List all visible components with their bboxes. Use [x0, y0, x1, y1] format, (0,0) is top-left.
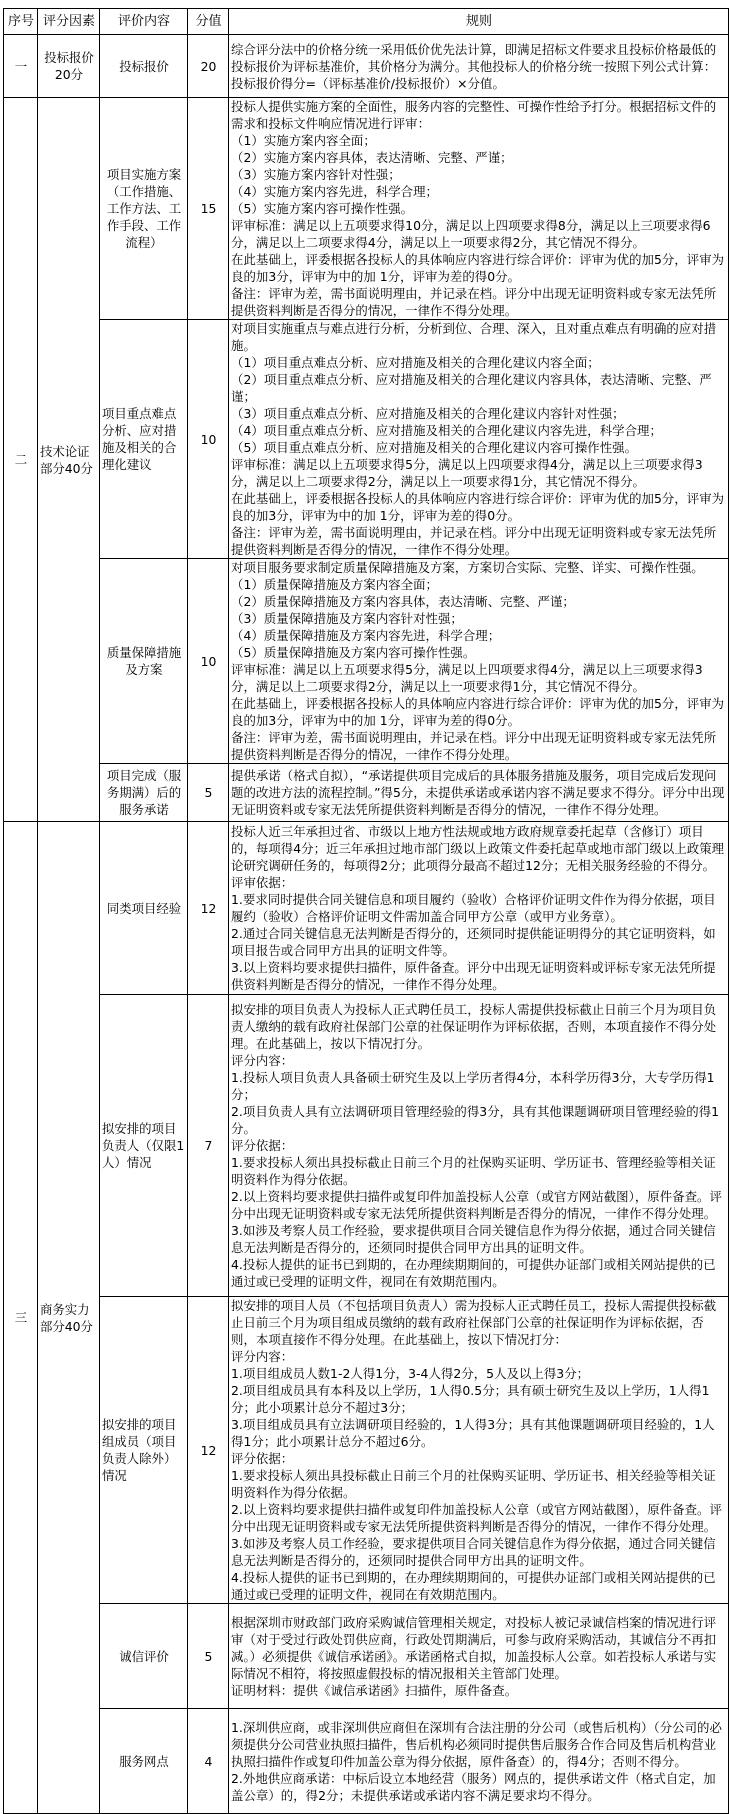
rule-line: 投标人近三年承担过省、市级以上地方性法规或地方政府规章委托起草（含修订）项目的，每项得4分；近三年承担过地市部门级以上政策文件委托起草或地市部门级以上政策理论研究调研任务的，每项得2分；此项得分最高不超过12分；无相关服务经验的不得分。 [231, 824, 725, 873]
table-row [4, 1709, 729, 1814]
rule-line: （1）实施方案内容全面； [231, 133, 376, 148]
header-rules: 规则 [229, 9, 729, 35]
item-content: 质量保障措施及方案 [100, 559, 188, 764]
rule-line: 投标报价得分=（评标基准价/投标报价）×分值。 [231, 75, 505, 91]
item-score: 7 [188, 995, 229, 1297]
rule-line: 评审标准：满足以上五项要求得5分，满足以上四项要求得4分，满足以上三项要求得3分，满足以上二项要求得2分，满足以上一项要求得1分，其它情况不得分。 [231, 457, 703, 489]
item-rules [229, 764, 729, 822]
item-content: 项目重点难点分析、应对措施及相关的合理化建议 [100, 320, 188, 559]
rule-line: 根据深圳市财政部门政府采购诚信管理相关规定，对投标人被记录诚信档案的情况进行评审（对于受过行政处罚供应商，行政处罚期满后，可参与政府采购活动，其诚信分不再扣减。）必须提供《诚信承诺函》。承诺函格式自拟，加盖投标人公章。如若投标人承诺与实际情况不相符，将按照虚假投标的情况报相关主管部门处理。 [231, 1614, 717, 1681]
rule-line: 提供承诺（格式自拟），“承诺提供项目完成后的具体服务措施及服务，项目完成后发现问题的改进方法的流程控制。”得5分，未提供承诺或承诺内容不满足要求不得分。评分中出现无证明资料或专家无法凭所提供资料判断是否得分的情况，一律作不得分处理。 [231, 768, 725, 817]
table-row [4, 764, 729, 822]
item-rules [229, 822, 729, 995]
rule-line: 投标人提供实施方案的全面性，服务内容的完整性、可操作性给予打分。根据招标文件的需求和投标文件响应情况进行评审： [231, 99, 717, 131]
rule-line: 3.以上资料均要求提供扫描件，原件备查。评分中出现无证明资料或评标专家无法凭所提供资料判断是否得分的情况，一律作不得分处理。 [231, 960, 716, 992]
table-row [4, 1604, 729, 1709]
item-content: 项目实施方案（工作措施、工作方法、工作手段、工作流程） [100, 98, 188, 320]
item-rules [229, 1604, 729, 1709]
item-score: 10 [188, 320, 229, 559]
table-row [4, 320, 729, 559]
rule-line: （2）实施方案内容具体，表达清晰、完整、严谨； [231, 150, 513, 165]
item-rules [229, 320, 729, 559]
rule-line: （3）质量保障措施及方案内容针对性强； [231, 611, 463, 626]
item-rules [229, 1297, 729, 1604]
rule-line: （5）项目重点难点分析、应对措施及相关的合理化建议内容可操作性强。 [231, 440, 638, 455]
section-factor: 技术论证部分40分 [38, 98, 100, 822]
item-content: 诚信评价 [100, 1604, 188, 1709]
rule-line: 备注：评审为差，需书面说明理由，并记录在档。评分中出现无证明资料或专家无法凭所提供资料判断是否得分的情况，一律作不得分处理。 [231, 730, 717, 762]
table-row [4, 995, 729, 1297]
header-factor: 评分因素 [38, 9, 100, 35]
rule-line: 1.深圳供应商，或非深圳供应商但在深圳有合法注册的分公司（或售后机构）（分公司的必须提供分公司营业执照扫描件，售后机构必须同时提供售后服务合作合同及售后机构营业执照扫描件作或复印件加盖公章为得分依据，原件备查）的，得4分；否则不得分。 [231, 1719, 722, 1769]
rule-line: （5）质量保障措施及方案内容可操作性强。 [231, 645, 476, 660]
rule-line: （3）项目重点难点分析、应对措施及相关的合理化建议内容针对性强； [231, 406, 625, 421]
rule-line: 2.以上资料均要求提供扫描件或复印件加盖投标人公章（或官方网站截图），原件备查。评分中出现无证明资料或专家无法凭所提供资料判断是否得分的情况，一律作不得分处理。 [231, 1189, 722, 1221]
rule-line: 评审依据： [231, 875, 294, 890]
item-content: 拟安排的项目组成员（项目负责人除外）情况 [100, 1297, 188, 1604]
table-row [4, 559, 729, 764]
rule-line: 评分内容： [231, 1053, 294, 1068]
rule-line: （2）质量保障措施及方案内容具体，表达清晰、完整、严谨； [231, 594, 575, 609]
rule-line: 证明材料：提供《诚信承诺函》扫描件，原件备查。 [231, 1682, 518, 1698]
header-row [4, 9, 729, 35]
rule-line: （4）质量保障措施及方案内容先进，科学合理； [231, 628, 501, 643]
table-row [4, 35, 729, 98]
section-no: 一 [4, 35, 38, 98]
item-content: 项目完成（服务期满）后的服务承诺 [100, 764, 188, 822]
rule-line: 在此基础上，评委根据各投标人的具体响应内容进行综合评价：评审为优的加5分，评审为良的加3分，评审为中的加 1分，评审为差的得0分。 [231, 696, 725, 728]
rule-line: 评分内容： [231, 1349, 294, 1364]
rule-line: 在此基础上，评委根据各投标人的具体响应内容进行综合评价：评审为优的加5分，评审为良的加3分，评审为中的加 1分，评审为差的得0分。 [231, 252, 725, 284]
rule-line: 2.项目负责人具有立法调研项目管理经验的得3分，具有其他课题调研项目管理经验的得1分。 [231, 1104, 720, 1136]
rule-line: 对项目服务要求制定质量保障措施及方案，方案切合实际、完整、详实、可操作性强。 [231, 560, 704, 575]
scoring-table [3, 8, 729, 1814]
rule-line: 2.外地供应商承诺：中标后设立本地经营（服务）网点的，提供承诺文件（格式自定，加盖公章）的，得2分；未提供承诺或承诺内容不满足要求均不得分。 [231, 1770, 716, 1803]
section-no: 二 [4, 98, 38, 822]
rule-line: （5）实施方案内容可操作性强。 [231, 201, 414, 216]
rule-line: 1.要求投标人须出具投标截止日前三个月的社保购买证明、学历证书、相关经验等相关证明资料作为得分依据。 [231, 1468, 716, 1500]
item-score: 10 [188, 559, 229, 764]
rule-line: 4.投标人提供的证书已到期的，在办理续期期间的，可提供办证部门或相关网站提供的已通过或已受理的证明文件，视同在有效期范围内。 [231, 1257, 716, 1289]
rule-line: 2.以上资料均要求提供扫描件或复印件加盖投标人公章（或官方网站截图），原件备查。评分中出现无证明资料或专家无法凭所提供资料判断是否得分的情况，一律作不得分处理。 [231, 1502, 722, 1534]
rule-line: 评分依据： [231, 1138, 294, 1153]
item-rules [229, 995, 729, 1297]
rule-line: 对项目实施重点与难点进行分析，分析到位、合理、深入，且对重点难点有明确的应对措施。 [231, 321, 717, 353]
table-row [4, 98, 729, 320]
rule-line: 评审标准：满足以上五项要求得5分，满足以上四项要求得4分，满足以上三项要求得3分，满足以上二项要求得2分，满足以上一项要求得1分，其它情况不得分。 [231, 662, 703, 694]
item-score: 12 [188, 822, 229, 995]
item-score: 12 [188, 1297, 229, 1604]
item-score: 20 [188, 35, 229, 98]
rule-line: 3.如涉及考察人员工作经验，要求提供项目合同关键信息作为得分依据，通过合同关键信息无法判断是否得分的，还须同时提供合同甲方出具的证明文件。 [231, 1223, 716, 1255]
rule-line: （2）项目重点难点分析、应对措施及相关的合理化建议内容具体，表达清晰、完整、严谨； [231, 372, 712, 404]
item-rules [229, 559, 729, 764]
item-content: 同类项目经验 [100, 822, 188, 995]
section-factor: 投标报价20分 [38, 35, 100, 98]
item-score: 5 [188, 764, 229, 822]
rule-line: 备注：评审为差，需书面说明理由，并记录在档。评分中出现无证明资料或专家无法凭所提供资料判断是否得分的情况，一律作不得分处理。 [231, 286, 717, 318]
item-rules [229, 35, 729, 98]
header-content: 评价内容 [100, 9, 188, 35]
rule-line: 2.通过合同关键信息无法判断是否得分的，还须同时提供能证明得分的其它证明资料，如项目报告或合同甲方出具的证明文件等。 [231, 926, 716, 958]
item-score: 15 [188, 98, 229, 320]
rule-line: 在此基础上，评委根据各投标人的具体响应内容进行综合评价：评审为优的加5分，评审为良的加3分，评审为中的加 1分，评审为差的得0分。 [231, 491, 725, 523]
table-row [4, 822, 729, 995]
rule-line: （3）实施方案内容针对性强； [231, 167, 401, 182]
item-score: 5 [188, 1604, 229, 1709]
rule-line: 2.项目组成员具有本科及以上学历，1人得0.5分；具有硕士研究生及以上学历，1人得1分；此小项累计总分不超过3分； [231, 1383, 710, 1415]
rule-line: 综合评分法中的价格分统一采用低价优先法计算，即满足招标文件要求且投标价格最低的投标报价为评标基准价，其价格分为满分。其他投标人的价格分统一按照下列公式计算： [231, 41, 717, 74]
rule-line: （1）质量保障措施及方案内容全面； [231, 577, 438, 592]
item-score: 4 [188, 1709, 229, 1814]
rule-line: 3.项目组成员具有立法调研项目经验的，1人得3分；具有其他课题调研项目经验的，1人得1分；此小项累计总分不超过6分。 [231, 1417, 715, 1449]
rule-line: 评分依据： [231, 1451, 294, 1466]
header-no: 序号 [4, 9, 38, 35]
rule-line: （1）项目重点难点分析、应对措施及相关的合理化建议内容全面； [231, 355, 600, 370]
section-factor: 商务实力部分40分 [38, 822, 100, 1814]
rule-line: 拟安排的项目人员（不包括项目负责人）需为投标人正式聘任员工，投标人需提供投标截止日前三个月为项目组成员缴纳的载有政府社保部门公章的社保证明作为评标依据，否则，本项直接作不得分处理。在此基础上，按以下情况打分： [231, 1298, 717, 1347]
rule-line: 1.要求同时提供合同关键信息和项目履约（验收）合格评价证明文件作为得分依据，项目履约（验收）合格评价证明文件需加盖合同甲方公章（或甲方业务章）。 [231, 892, 716, 924]
rule-line: 1.投标人项目负责人具备硕士研究生及以上学历者得4分，本科学历得3分，大专学历得1分； [231, 1070, 715, 1102]
item-content: 拟安排的项目负责人（仅限1人）情况 [100, 995, 188, 1297]
rule-line: 评审标准：满足以上五项要求得10分，满足以上四项要求得8分，满足以上三项要求得6分，满足以上二项要求得4分，满足以上一项要求得2分，其它情况不得分。 [231, 218, 711, 250]
item-rules [229, 1709, 729, 1814]
item-rules [229, 98, 729, 320]
table-row [4, 1297, 729, 1604]
rule-line: 1.要求投标人须出具投标截止日前三个月的社保购买证明、学历证书、管理经验等相关证明资料作为得分依据。 [231, 1155, 716, 1187]
rule-line: 3.如涉及考察人员工作经验，要求提供项目合同关键信息作为得分依据，通过合同关键信息无法判断是否得分的，还须同时提供合同甲方出具的证明文件。 [231, 1536, 716, 1568]
rule-line: 拟安排的项目负责人为投标人正式聘任员工，投标人需提供投标截止日前三个月为项目负责人缴纳的载有政府社保部门公章的社保证明作为评标依据，否则，本项直接作不得分处理。在此基础上，按以下情况打分。 [231, 1002, 717, 1051]
rule-line: 1.项目组成员人数1-2人得1分，3-4人得2分，5人及以上得3分； [231, 1366, 590, 1381]
rule-line: （4）实施方案内容先进，科学合理； [231, 184, 438, 199]
item-content: 投标报价 [100, 35, 188, 98]
item-content: 服务网点 [100, 1709, 188, 1814]
rule-line: （4）项目重点难点分析、应对措施及相关的合理化建议内容先进，科学合理； [231, 423, 662, 438]
header-score: 分值 [188, 9, 229, 35]
rule-line: 备注：评审为差，需书面说明理由，并记录在档。评分中出现无证明资料或专家无法凭所提供资料判断是否得分的情况，一律作不得分处理。 [231, 525, 717, 557]
section-no: 三 [4, 822, 38, 1814]
rule-line: 4.投标人提供的证书已到期的，在办理续期期间的，可提供办证部门或相关网站提供的已通过或已受理的证明文件，视同在有效期范围内。 [231, 1570, 716, 1602]
